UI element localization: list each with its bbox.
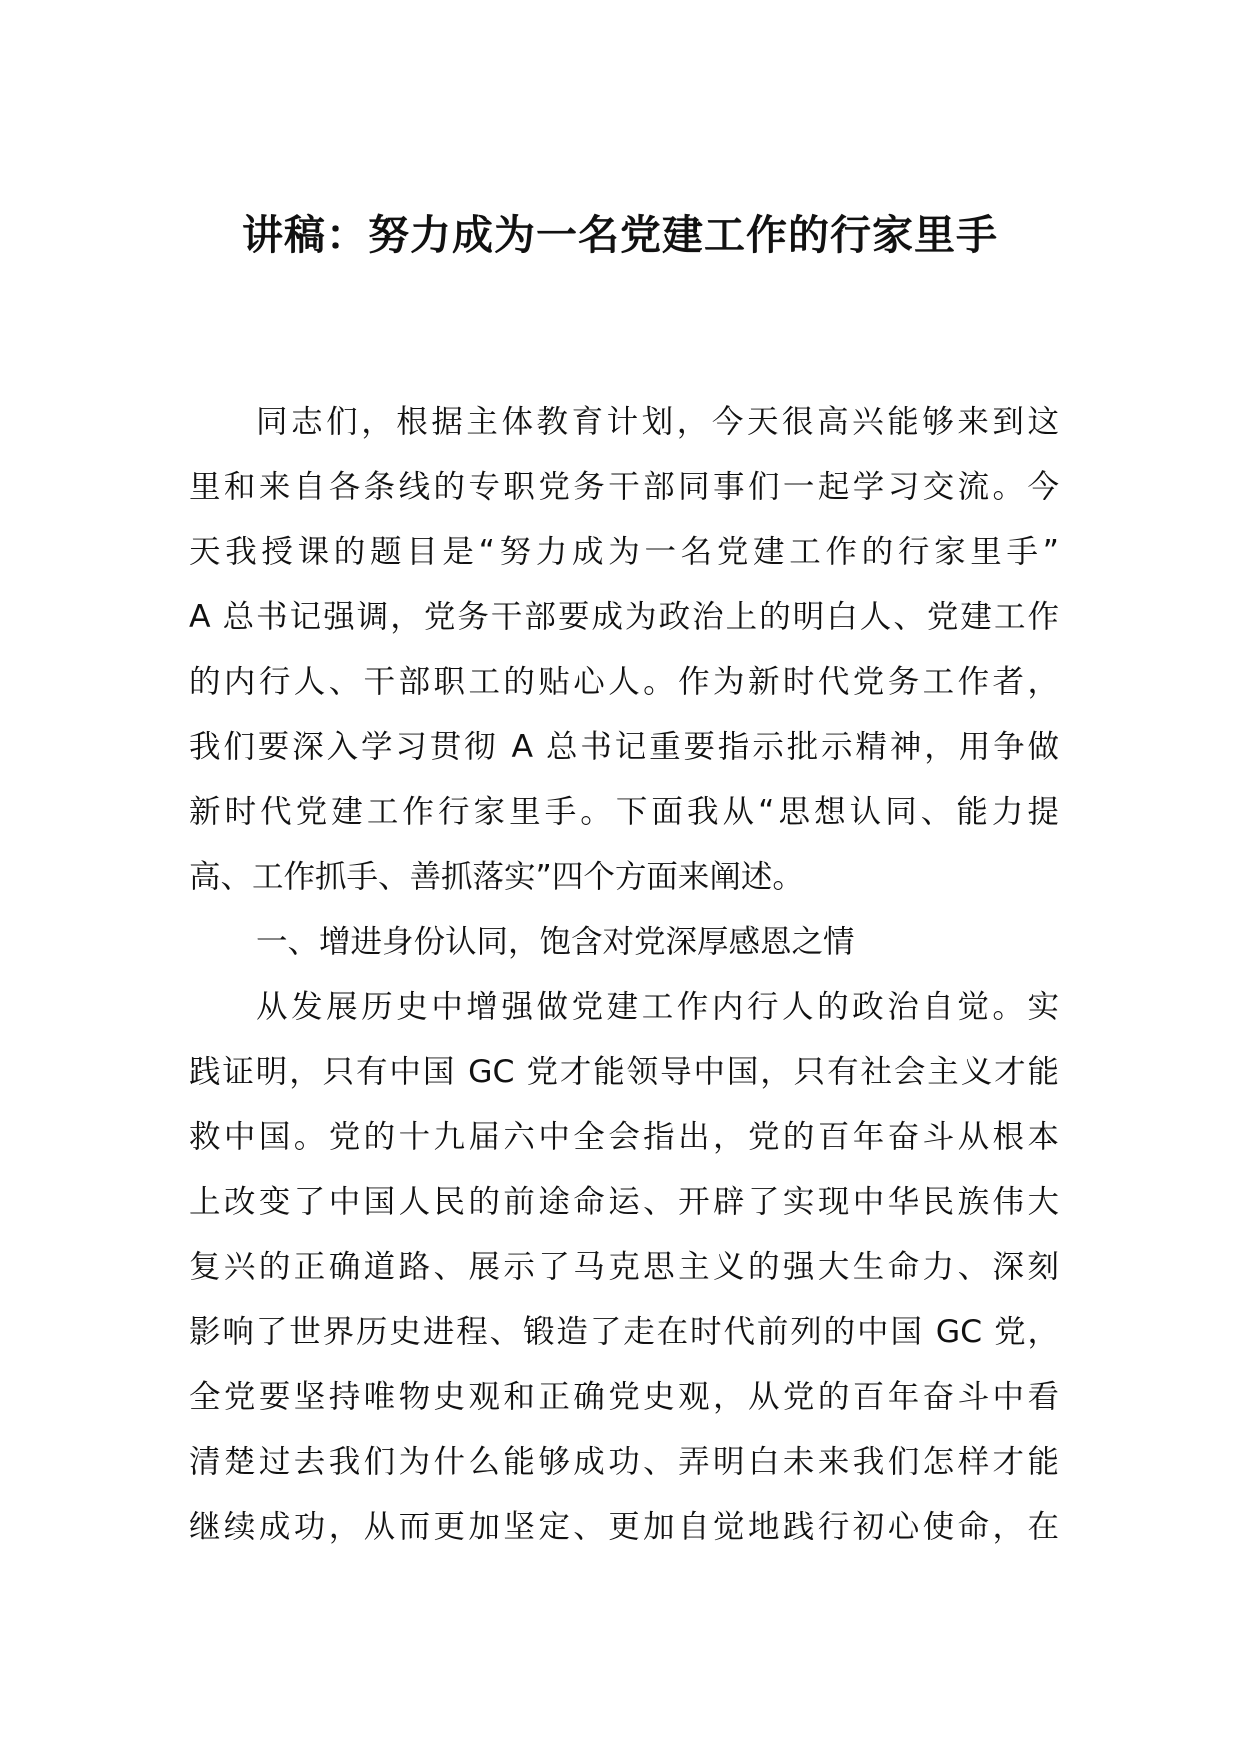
paragraph-line: 同志们，根据主体教育计划，今天很高兴能够来到这 — [256, 404, 1059, 440]
paragraph-line: 复兴的正确道路、展示了马克思主义的强大生命力、深刻 — [189, 1249, 1059, 1285]
paragraph-line: 我们要深入学习贯彻 A 总书记重要指示批示精神，用争做 — [189, 729, 1059, 765]
paragraph-line: 上改变了中国人民的前途命运、开辟了实现中华民族伟大 — [189, 1184, 1059, 1220]
paragraph-line: 的内行人、干部职工的贴心人。作为新时代党务工作者， — [189, 664, 1059, 700]
paragraph-line: 影响了世界历史进程、锻造了走在时代前列的中国 GC 党， — [189, 1314, 1059, 1350]
paragraph-line: 全党要坚持唯物史观和正确党史观，从党的百年奋斗中看 — [189, 1379, 1059, 1415]
document-body — [189, 390, 1059, 1560]
paragraph-line: 救中国。党的十九届六中全会指出，党的百年奋斗从根本 — [189, 1119, 1059, 1155]
paragraph-line: 践证明，只有中国 GC 党才能领导中国，只有社会主义才能 — [189, 1054, 1059, 1090]
paragraph-line: 新时代党建工作行家里手。下面我从“思想认同、能力提 — [189, 794, 1059, 830]
paragraph-line: 天我授课的题目是“努力成为一名党建工作的行家里手” — [189, 534, 1059, 570]
paragraph-line: A 总书记强调，党务干部要成为政治上的明白人、党建工作 — [189, 599, 1059, 635]
paragraph-line: 里和来自各条线的专职党务干部同事们一起学习交流。今 — [189, 469, 1059, 505]
section-heading: 一、增进身份认同，饱含对党深厚感恩之情 — [256, 924, 855, 960]
document-title: 讲稿：努力成为一名党建工作的行家里手 — [242, 211, 998, 259]
paragraph-line: 高、工作抓手、善抓落实”四个方面来阐述。 — [189, 859, 804, 895]
paragraph-line: 清楚过去我们为什么能够成功、弄明白未来我们怎样才能 — [189, 1444, 1059, 1480]
paragraph-line: 继续成功，从而更加坚定、更加自觉地践行初心使命，在 — [189, 1509, 1059, 1545]
paragraph-line: 从发展历史中增强做党建工作内行人的政治自觉。实 — [256, 989, 1059, 1025]
